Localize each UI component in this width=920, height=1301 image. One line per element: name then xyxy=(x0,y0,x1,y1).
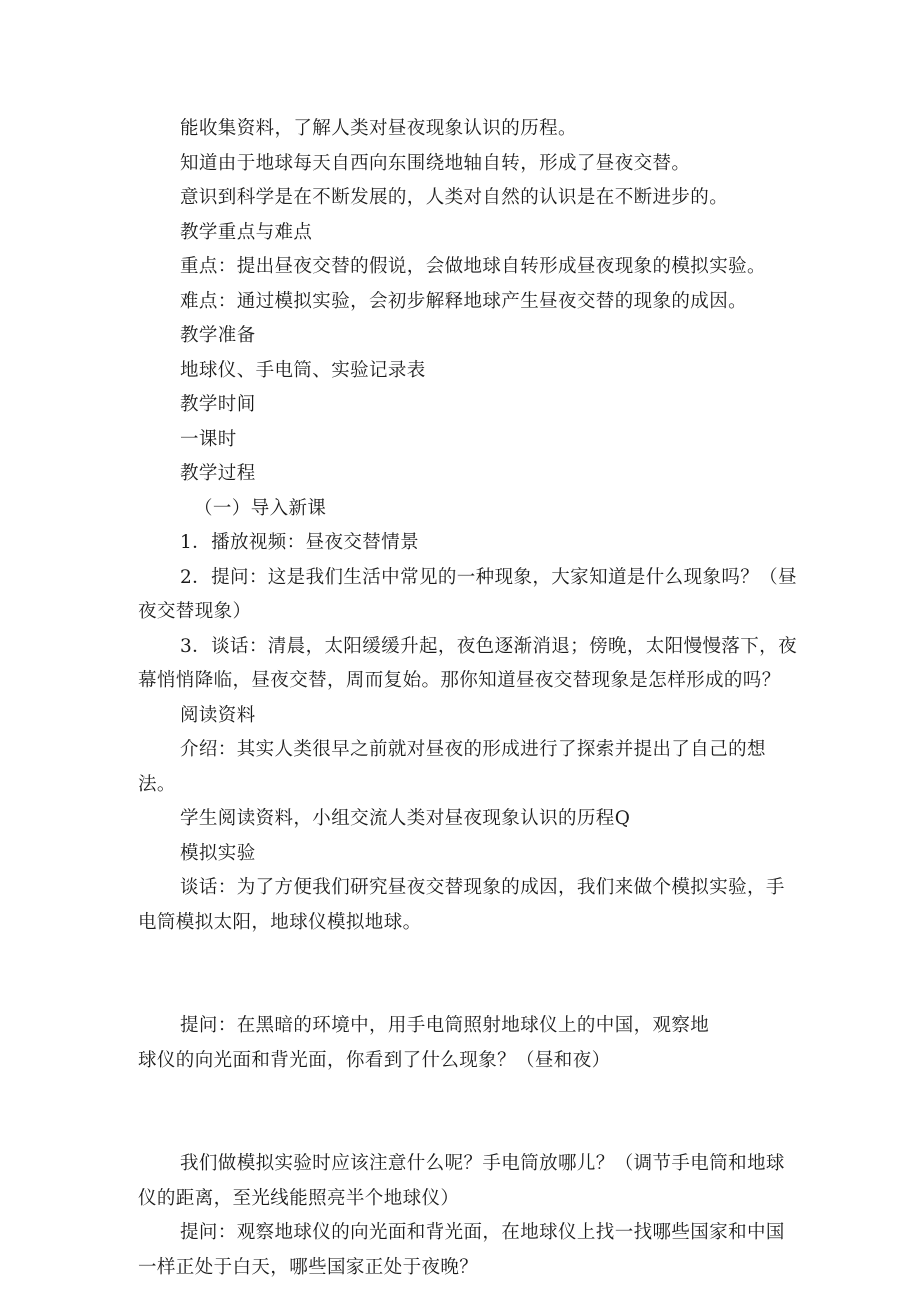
paragraph-objective-1: 能收集资料，了解人类对昼夜现象认识的历程。 xyxy=(180,118,577,139)
paragraph-simulation-talk: 谈话：为了方便我们研究昼夜交替现象的成因，我们来做个模拟实验，手电筒模拟太阳，地球仪模拟地球。 xyxy=(138,877,785,933)
heading-teaching-process: 教学过程 xyxy=(180,463,256,484)
heading-reading-material: 阅读资料 xyxy=(180,704,256,726)
heading-simulation: 模拟实验 xyxy=(180,842,256,864)
paragraph-key-point: 重点：提出昼夜交替的假说，会做地球自转形成昼夜现象的模拟实验。 xyxy=(180,256,766,277)
heading-introduction: （一）导入新课 xyxy=(194,497,327,519)
paragraph-question-1-line-1: 提问：在黑暗的环境中，用手电筒照射地球仪上的中国，观察地 xyxy=(180,1015,710,1036)
paragraph-objective-2: 知道由于地球每天自西向东围绕地轴自转，形成了昼夜交替。 xyxy=(180,152,691,174)
heading-key-points: 教学重点与难点 xyxy=(180,221,313,243)
paragraph-materials: 地球仪、手电筒、实验记录表 xyxy=(180,359,426,381)
paragraph-question-1-line-2: 球仪的向光面和背光面，你看到了什么现象？（昼和夜） xyxy=(138,1049,611,1071)
list-item-2: 2．提问：这是我们生活中常见的一种现象，大家知道是什么现象吗？（昼夜交替现象） xyxy=(138,566,797,622)
paragraph-difficulty: 难点：通过模拟实验，会初步解释地球产生昼夜交替的现象的成因。 xyxy=(180,290,748,312)
list-item-3: 3．谈话：清晨，太阳缓缓升起，夜色逐渐消退；傍晚，太阳慢慢落下，夜幕悄悄降临，昼夜交替，周而复始。那你知道昼夜交替现象是怎样形成的吗？ xyxy=(138,635,797,691)
paragraph-question-1 xyxy=(138,940,798,1147)
paragraph-introduction-note: 介绍：其实人类很早之前就对昼夜的形成进行了探索并提出了自己的想法。 xyxy=(138,739,766,795)
heading-preparation: 教学准备 xyxy=(180,325,256,346)
document-body xyxy=(138,112,798,1285)
paragraph-question-2: 提问：观察地球仪的向光面和背光面，在地球仪上找一找哪些国家和中国一样正处于白天，哪些国家正处于夜晚？ xyxy=(138,1222,785,1278)
paragraph-precautions: 我们做模拟实验时应该注意什么呢？手电筒放哪儿？（调节手电筒和地球仪的距离，至光线能照亮半个地球仪） xyxy=(138,1153,785,1209)
paragraph-duration: 一课时 xyxy=(180,428,237,450)
list-item-1: 1．播放视频：昼夜交替情景 xyxy=(180,532,419,553)
paragraph-objective-3: 意识到科学是在不断发展的，人类对自然的认识是在不断进步的。 xyxy=(180,187,729,208)
paragraph-student-reading: 学生阅读资料，小组交流人类对昼夜现象认识的历程Q xyxy=(180,808,631,829)
heading-teaching-time: 教学时间 xyxy=(180,394,256,415)
